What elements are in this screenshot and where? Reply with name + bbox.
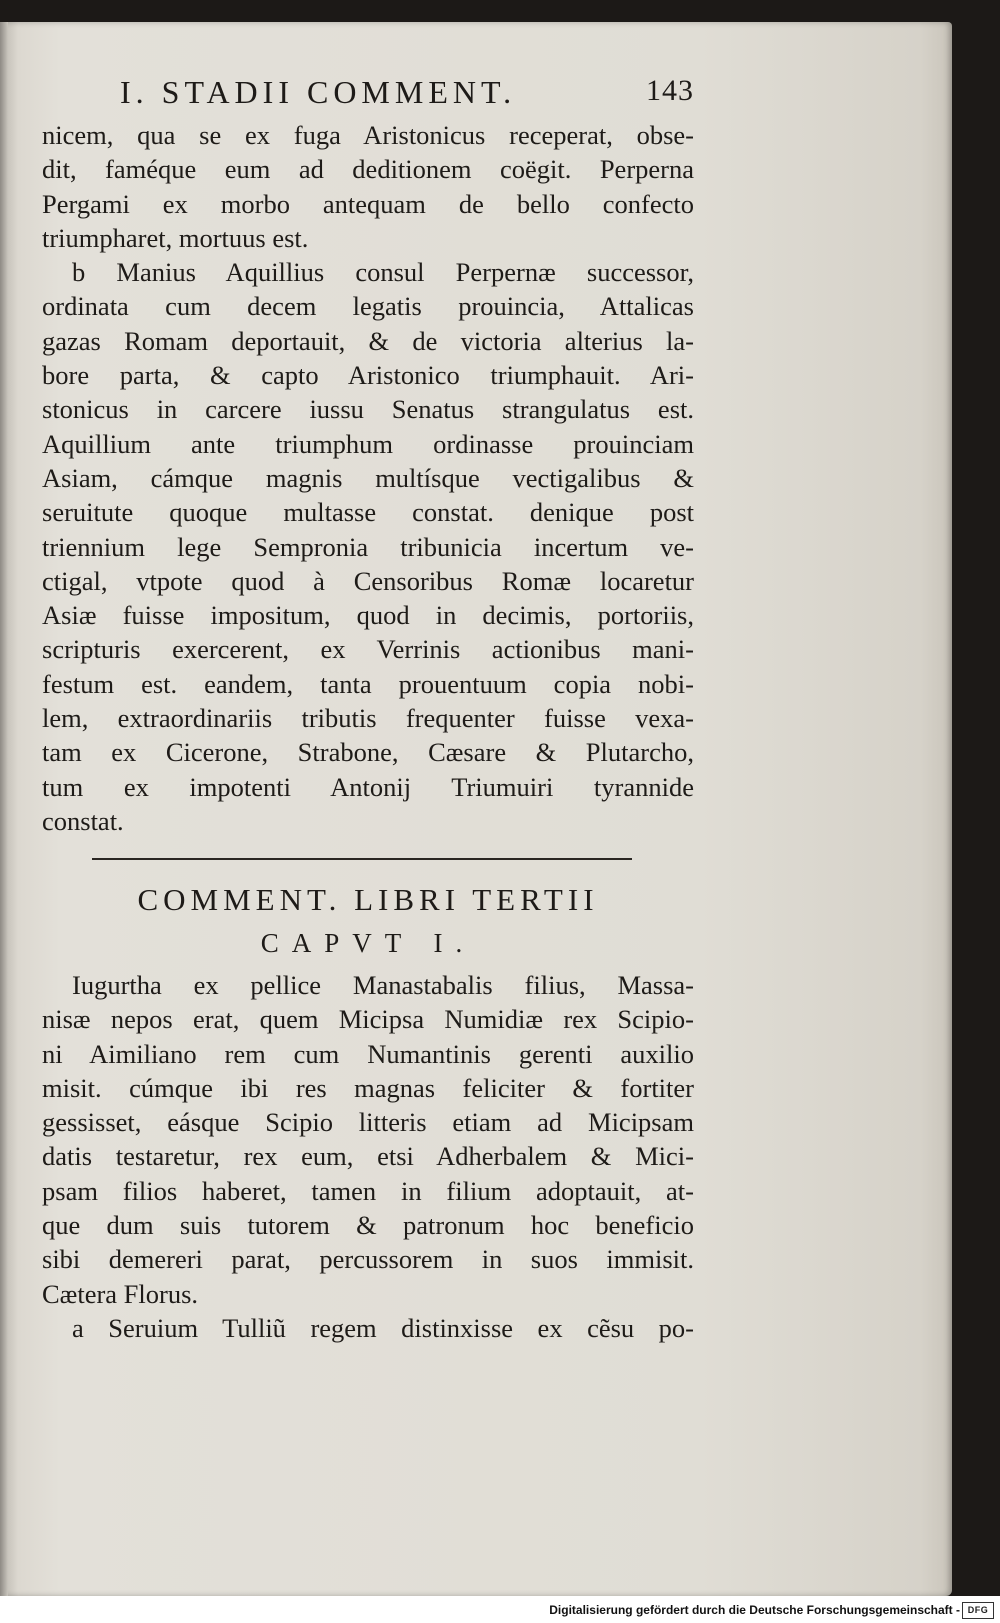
text-line: ordinata cum decem legatis prouincia, Attalicas (42, 291, 694, 322)
text-block-2 (42, 968, 694, 1345)
text-line: ctigal, vtpote quod à Censoribus Romæ locaretur (42, 565, 694, 596)
text-line: seruitute quoque multasse constat. denique post (42, 497, 694, 528)
text-line: dit, faméque eum ad deditionem coëgit. Perperna (42, 154, 694, 185)
text-line: tam ex Cicerone, Strabone, Cæsare & Plutarcho, (42, 737, 694, 768)
dfg-logo: DFG (962, 1602, 994, 1619)
text-line: Aquillium ante triumphum ordinasse prouinciam (42, 428, 694, 459)
text-line: scripturis exercerent, ex Verrinis actionibus mani- (42, 634, 694, 665)
footer-credit: Digitalisierung gefördert durch die Deutsche Forschungsgemeinschaft - (549, 1603, 960, 1617)
digitization-footer (0, 1600, 1000, 1623)
text-line: Asiam, cámque magnis multísque vectigalibus & (42, 462, 694, 493)
text-line: constat. (42, 805, 124, 836)
running-header (42, 74, 694, 114)
text-line: psam filios haberet, tamen in filium adoptauit, at- (42, 1175, 694, 1206)
text-line: a Seruium Tulliũ regem distinxisse ex cẽsu po- (72, 1312, 694, 1343)
text-line: ni Aimiliano rem cum Numantinis gerenti auxilio (42, 1038, 694, 1069)
text-line: nicem, qua se ex fuga Aristonicus receperat, obse- (42, 120, 694, 150)
text-line: gessisset, eásque Scipio litteris etiam ad Micipsam (42, 1107, 694, 1138)
chapter-subheading: CAPVT I. (260, 928, 476, 958)
text-line: lem, extraordinariis tributis frequenter fuisse vexa- (42, 703, 694, 734)
text-line: tum ex impotenti Antonij Triumuiri tyrannide (42, 771, 694, 802)
section-divider (92, 858, 632, 860)
text-line: bore parta, & capto Aristonico triumphauit. Ari- (42, 360, 694, 391)
text-line: Asiæ fuisse impositum, quod in decimis, portoriis, (42, 600, 694, 631)
text-line: datis testaretur, rex eum, etsi Adherbalem & Mici- (42, 1141, 694, 1172)
text-line: gazas Romam deportauit, & de victoria alterius la- (42, 325, 694, 356)
running-title: I. STADII COMMENT. (120, 74, 517, 110)
text-line: sibi demereri parat, percussorem in suos immisit. (42, 1244, 694, 1275)
text-line: Cætera Florus. (42, 1278, 199, 1309)
text-line: misit. cúmque ibi res magnas feliciter & fortiter (42, 1072, 694, 1103)
section-heading: COMMENT. LIBRI TERTII (137, 882, 599, 917)
page-number: 143 (646, 74, 694, 107)
text-block-1 (42, 118, 694, 838)
text-line: triumpharet, mortuus est. (42, 222, 309, 253)
text-line: stonicus in carcere iussu Senatus strangulatus est. (42, 394, 694, 425)
text-line: triennium lege Sempronia tribunicia incertum ve- (42, 531, 694, 562)
text-line: que dum suis tutorem & patronum hoc beneficio (42, 1210, 694, 1241)
text-line: nisæ nepos erat, quem Micipsa Numidiæ rex Scipio- (42, 1004, 694, 1035)
text-line: Pergami ex morbo antequam de bello confecto (42, 188, 694, 219)
text-line: festum est. eandem, tanta prouentuum copia nobi- (42, 668, 694, 699)
text-line: Iugurtha ex pellice Manastabalis filius, Massa- (72, 970, 694, 1000)
text-line: b Manius Aquillius consul Perpernæ successor, (72, 257, 694, 288)
